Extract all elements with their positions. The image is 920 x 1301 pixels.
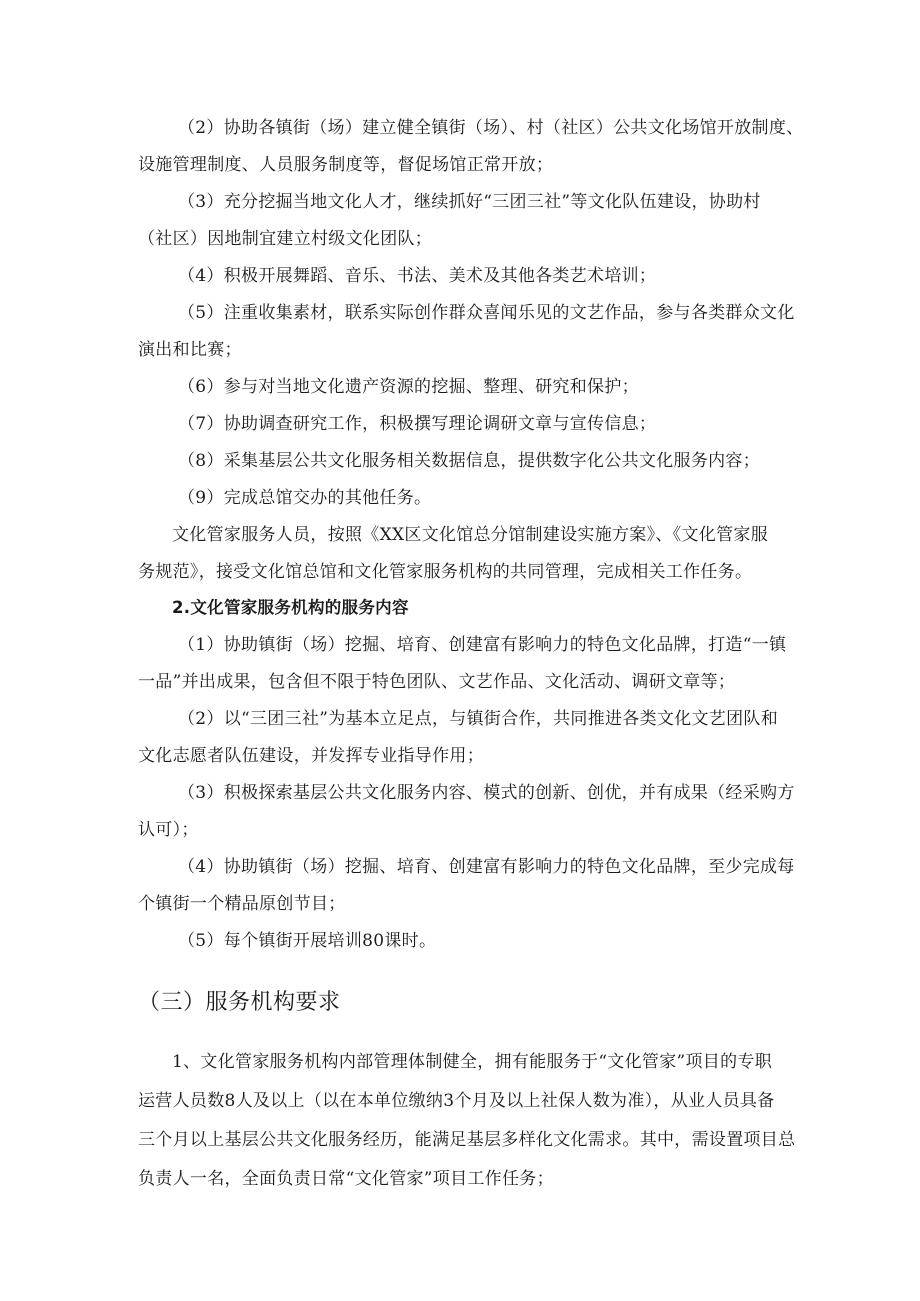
paragraph-line: 三个月以上基层公共文化服务经历，能满足基层多样化文化需求。其中，需设置项目总 xyxy=(138,1130,796,1150)
paragraph-line: 务规范》，接受文化馆总馆和文化管家服务机构的共同管理，完成相关工作任务。 xyxy=(138,562,753,582)
paragraph-line: （7）协助调查研究工作，积极撰写理论调研文章与宣传信息； xyxy=(178,414,657,434)
paragraph-line: （1）协助镇街（场）挖掘、培育、创建富有影响力的特色文化品牌，打造“一镇 xyxy=(178,635,787,655)
paragraph-line: （社区）因地制宜建立村级文化团队； xyxy=(138,229,433,249)
paragraph-line: （9）完成总馆交办的其他任务。 xyxy=(178,488,432,508)
paragraph-line: （3）积极探索基层公共文化服务内容、模式的创新、创优，并有成果（经采购方 xyxy=(178,783,795,803)
paragraph-line: 1、文化管家服务机构内部管理体制健全，拥有能服务于“文化管家”项目的专职 xyxy=(172,1052,772,1072)
paragraph-line: 文化志愿者队伍建设，并发挥专业指导作用； xyxy=(138,746,484,766)
paragraph-line: 设施管理制度、人员服务制度等，督促场馆正常开放； xyxy=(138,155,554,175)
paragraph-line: （3）充分挖掘当地文化人才，继续抓好“三团三社”等文化队伍建设，协助村 xyxy=(178,192,761,212)
paragraph-line: （4）积极开展舞蹈、音乐、书法、美术及其他各类艺术培训； xyxy=(178,266,657,286)
subsection-heading: 2.文化管家服务机构的服务内容 xyxy=(172,598,409,617)
paragraph-line: （5）每个镇街开展培训80课时。 xyxy=(178,931,437,951)
paragraph-line: （2）协助各镇街（场）建立健全镇街（场）、村（社区）公共文化场馆开放制度、 xyxy=(178,118,804,138)
paragraph-line: （2）以“三团三社”为基本立足点，与镇街合作，共同推进各类文化文艺团队和 xyxy=(178,709,778,729)
paragraph-line: （8）采集基层公共文化服务相关数据信息，提供数字化公共文化服务内容； xyxy=(178,451,761,471)
section-heading: （三）服务机构要求 xyxy=(138,990,341,1015)
paragraph-line: 认可）； xyxy=(138,820,199,840)
paragraph-line: （5）注重收集素材，联系实际创作群众喜闻乐见的文艺作品，参与各类群众文化 xyxy=(178,303,795,323)
paragraph-line: 文化管家服务人员，按照《XX区文化馆总分馆制建设实施方案》、《文化管家服 xyxy=(172,525,769,545)
paragraph-line: （6）参与对当地文化遗产资源的挖掘、整理、研究和保护； xyxy=(178,377,639,397)
paragraph-line: 一品”并出成果，包含但不限于特色团队、文艺作品、文化活动、调研文章等； xyxy=(138,672,736,692)
paragraph-line: 个镇街一个精品原创节目； xyxy=(138,894,346,914)
paragraph-line: （4）协助镇街（场）挖掘、培育、创建富有影响力的特色文化品牌，至少完成每 xyxy=(178,857,795,877)
paragraph-line: 运营人员数8人及以上（以在本单位缴纳3个月及以上社保人数为准），从业人员具备 xyxy=(138,1091,775,1111)
paragraph-line: 演出和比赛； xyxy=(138,340,242,360)
paragraph-line: 负责人一名，全面负责日常“文化管家”项目工作任务； xyxy=(138,1169,554,1189)
